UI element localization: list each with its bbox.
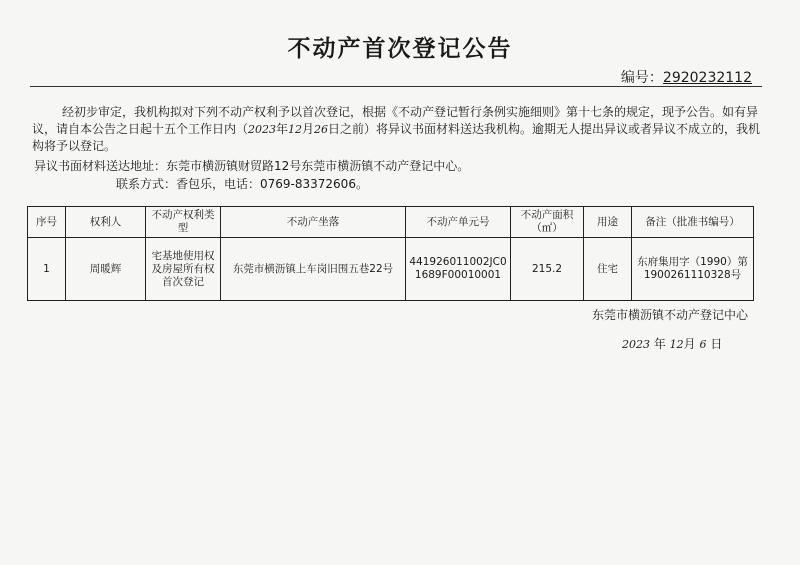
serial-value: 2920232112 [662, 70, 752, 86]
registration-table [27, 206, 754, 301]
handwritten-date-day: 6 [699, 338, 707, 351]
handwritten-date-month: 12 [669, 338, 684, 351]
issue-date [622, 335, 722, 352]
serial-label: 编号： [620, 70, 663, 86]
header-right-type: 不动产权利类型 [146, 207, 221, 238]
serial-number [621, 67, 752, 87]
date-day-label: 日 [710, 337, 723, 351]
header-area: 不动产面积（㎡） [511, 207, 584, 238]
cell-index: 1 [28, 238, 66, 301]
header-unit-number: 不动产单元号 [406, 207, 511, 238]
handwritten-year: 2023 [248, 123, 277, 136]
table-header-row [28, 207, 754, 238]
cell-right-type: 宅基地使用权及房屋所有权首次登记 [146, 238, 221, 301]
paragraph-text-1: 经初步审定，我机构拟对下列不动产权利予以首次登记，根据《不动产登记暂行条例实施细则》第十七条的规定，现予公告。如有异议，请自本公告之日起十五个工作日内（ [32, 105, 759, 136]
issuing-organization: 东莞市横沥镇不动产登记中心 [591, 308, 748, 322]
notice-paragraph [32, 104, 762, 155]
header-usage: 用途 [584, 207, 632, 238]
document-title: 不动产首次登记公告 [287, 36, 513, 62]
handwritten-month: 12 [288, 123, 303, 136]
date-year-label: 年 [653, 337, 666, 351]
date-month-label: 月 [683, 337, 696, 351]
contact-info: 联系方式：香包乐，电话：0769-83372606。 [116, 177, 368, 191]
title-divider [30, 86, 762, 87]
header-location: 不动产坐落 [221, 207, 406, 238]
paragraph-text-2: 日之前）将异议书面材料送达我机构。逾期无人提出异议或者异议不成立的，我机构将予以登记。 [32, 122, 761, 153]
cell-unit-number: 441926011002JC01689F00010001 [406, 238, 511, 301]
header-remarks: 备注（批准书编号） [632, 207, 754, 238]
header-index: 序号 [28, 207, 66, 238]
handwritten-day: 26 [314, 123, 329, 136]
month-label: 月 [302, 122, 315, 136]
cell-usage: 住宅 [584, 238, 632, 301]
cell-remarks: 东府集用字（1990）第1900261110328号 [632, 238, 754, 301]
cell-location: 东莞市横沥镇上车岗旧围五巷22号 [221, 238, 406, 301]
table-row [28, 238, 754, 301]
objection-address: 异议书面材料送达地址：东莞市横沥镇财贸路12号东莞市横沥镇不动产登记中心。 [34, 159, 470, 173]
cell-area: 215.2 [511, 238, 584, 301]
cell-owner: 周暖辉 [66, 238, 146, 301]
header-owner: 权利人 [66, 207, 146, 238]
year-label: 年 [276, 122, 289, 136]
handwritten-date-year: 2023 [622, 338, 650, 351]
